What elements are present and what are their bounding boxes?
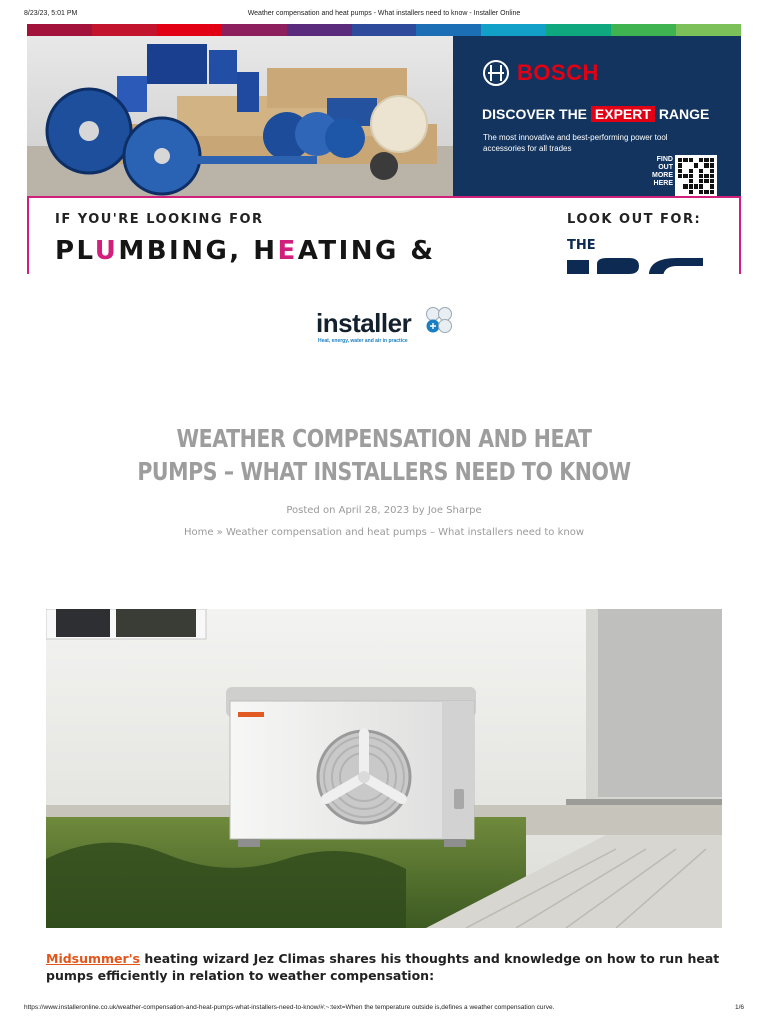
article-intro-text: heating wizard Jez Climas shares his thoughts and knowledge on how to run heat pumps efficiently in relation to weather compensation: bbox=[46, 951, 720, 983]
color-strip-segment bbox=[416, 24, 481, 36]
bosch-headline-highlight: EXPERT bbox=[591, 106, 655, 122]
find-out-more-link[interactable]: FIND OUT MORE HERE bbox=[652, 156, 673, 187]
print-page-indicator: 1/6 bbox=[734, 1004, 744, 1011]
plumbing-ad-headline bbox=[55, 236, 436, 266]
power-tool-accessories-image bbox=[27, 36, 453, 196]
bosch-headline bbox=[482, 106, 709, 122]
plumbing-ad-kicker: IF YOU'RE LOOKING FOR bbox=[55, 212, 264, 227]
heat-pump-photo bbox=[46, 609, 722, 928]
plumbing-ad-headline-part-2: MBING, H bbox=[118, 236, 278, 266]
u-pipe-icon: U bbox=[94, 236, 119, 266]
radiator-e-icon: E bbox=[277, 236, 298, 266]
plumbing-ad-headline-part-3: ATING & bbox=[297, 236, 436, 266]
look-out-for-label: LOOK OUT FOR: bbox=[567, 212, 702, 227]
bosch-armature-icon bbox=[483, 60, 509, 86]
by-label: by bbox=[409, 505, 428, 516]
installer-clover-icon bbox=[425, 306, 453, 334]
bosch-brand-name: BOSCH bbox=[517, 60, 599, 85]
installer-logo-word: installer bbox=[316, 308, 412, 338]
bosch-logo[interactable] bbox=[483, 60, 599, 86]
print-footer-url: https://www.installeronline.co.uk/weather-compensation-and-heat-pumps-what-installers-need-to-know/#:~:text=When the temperature outside is,defines a weather compensation curve. bbox=[24, 1004, 555, 1011]
print-document-title: Weather compensation and heat pumps - What installers need to know - Installer Online bbox=[247, 10, 521, 17]
qr-code-icon[interactable] bbox=[675, 155, 717, 196]
breadcrumb bbox=[0, 527, 768, 538]
post-meta bbox=[0, 505, 768, 516]
bosch-headline-pre: DISCOVER THE bbox=[482, 106, 588, 122]
color-strip-segment bbox=[352, 24, 417, 36]
the-label: THE bbox=[567, 238, 596, 253]
hero-heat-pump-image bbox=[46, 609, 722, 928]
plumbing-heating-advertisement[interactable] bbox=[27, 196, 741, 274]
breadcrumb-current: Weather compensation and heat pumps – What installers need to know bbox=[225, 527, 585, 538]
color-strip bbox=[27, 24, 741, 36]
installer-logo[interactable] bbox=[316, 306, 456, 348]
color-strip-segment bbox=[481, 24, 546, 36]
article-intro bbox=[46, 950, 722, 984]
color-strip-segment bbox=[27, 24, 92, 36]
print-datetime: 8/23/23, 5:01 PM bbox=[24, 10, 78, 17]
bosch-subtext: The most innovative and best-performing power tool accessories for all trades bbox=[483, 133, 668, 153]
bosch-advertisement[interactable] bbox=[27, 24, 741, 196]
color-strip-segment bbox=[92, 24, 157, 36]
print-header bbox=[24, 10, 744, 22]
posted-on-label: Posted on bbox=[286, 505, 339, 516]
midsummer-link[interactable]: Midsummer's bbox=[46, 951, 140, 966]
bosch-panel bbox=[453, 36, 741, 196]
color-strip-segment bbox=[287, 24, 352, 36]
bosch-headline-post: RANGE bbox=[658, 106, 710, 122]
author-link[interactable]: Joe Sharpe bbox=[427, 505, 482, 516]
color-strip-segment bbox=[157, 24, 222, 36]
installer-tagline: Heat, energy, water and air in practice bbox=[318, 338, 408, 344]
color-strip-segment bbox=[611, 24, 676, 36]
tools-photo bbox=[27, 36, 453, 196]
color-strip-segment bbox=[676, 24, 741, 36]
print-footer bbox=[24, 1004, 744, 1014]
breadcrumb-home-link[interactable]: Home bbox=[183, 527, 214, 538]
post-date-link[interactable]: April 28, 2023 bbox=[338, 505, 410, 516]
color-strip-segment bbox=[546, 24, 611, 36]
plumbing-ad-headline-part-1: PL bbox=[55, 236, 95, 266]
breadcrumb-separator: » bbox=[213, 527, 226, 538]
article-title: WEATHER COMPENSATION AND HEAT PUMPS – WHAT INSTALLERS NEED TO KNOW bbox=[137, 424, 631, 486]
show-logo-icon bbox=[567, 254, 707, 274]
color-strip-segment bbox=[222, 24, 287, 36]
